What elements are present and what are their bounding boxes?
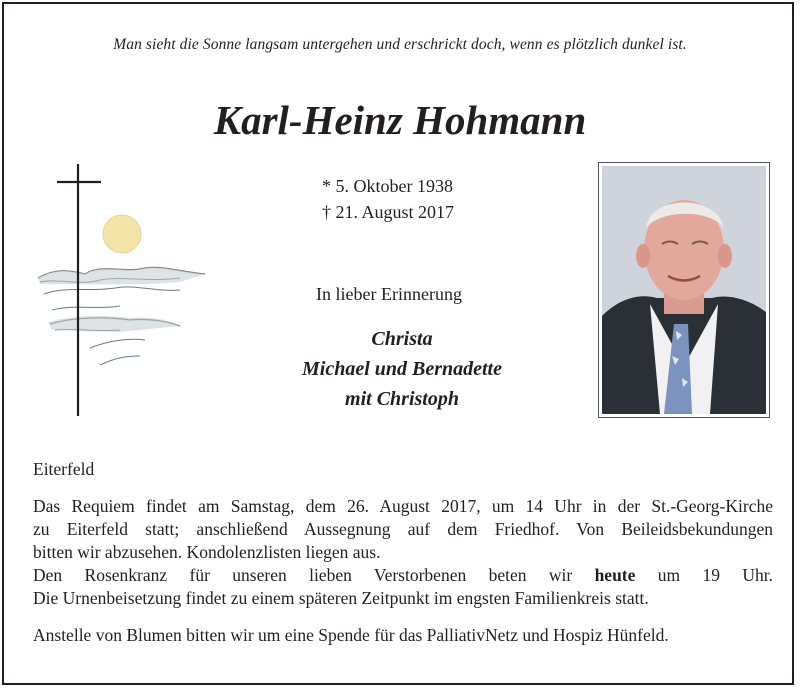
rosary-text-before: Den Rosenkranz für unseren lieben Verstorbenen beten wir: [33, 565, 573, 585]
memory-line: In lieber Erinnerung: [316, 284, 462, 304]
motto: Man sieht die Sonne langsam untergehen und erschrickt doch, wenn es plötzlich dunkel ist.: [113, 36, 687, 53]
mourner-name: Michael und Bernadette: [301, 358, 502, 380]
life-dates: [322, 173, 454, 225]
requiem-line-1: Das Requiem findet am Samstag, dem 26. August 2017, um 14 Uhr in der St.-Georg-Kirche: [33, 496, 773, 516]
requiem-line-2: zu Eiterfeld statt; anschließend Aussegnung auf dem Friedhof. Von Beileidsbekundungen: [33, 519, 773, 539]
mourners-list: [262, 324, 542, 414]
mourner-name: mit Christoph: [345, 388, 459, 410]
deceased-name: Karl-Heinz Hohmann: [213, 97, 587, 143]
donation-line: Anstelle von Blumen bitten wir um eine Spende für das PalliativNetz und Hospiz Hünfeld.: [33, 625, 669, 645]
cross-landscape-illustration: [30, 160, 220, 434]
urn-line: Die Urnenbeisetzung findet zu einem späteren Zeitpunkt im engsten Familienkreis statt.: [33, 588, 649, 608]
rosary-text-after: um 19 Uhr.: [657, 565, 773, 585]
birth-date: * 5. Oktober 1938: [322, 176, 453, 196]
landscape-wash: [38, 267, 205, 332]
rosary-line: [33, 564, 773, 587]
portrait-photo: [598, 162, 770, 418]
place: Eiterfeld: [33, 459, 95, 479]
mourner-name: Christa: [371, 328, 433, 350]
rosary-emphasis: heute: [594, 565, 636, 585]
announcement-text: [33, 458, 773, 647]
requiem-line-3: bitten wir abzusehen. Kondolenzlisten liegen aus.: [33, 542, 381, 562]
death-date: † 21. August 2017: [322, 202, 455, 222]
sun-icon: [103, 215, 141, 253]
